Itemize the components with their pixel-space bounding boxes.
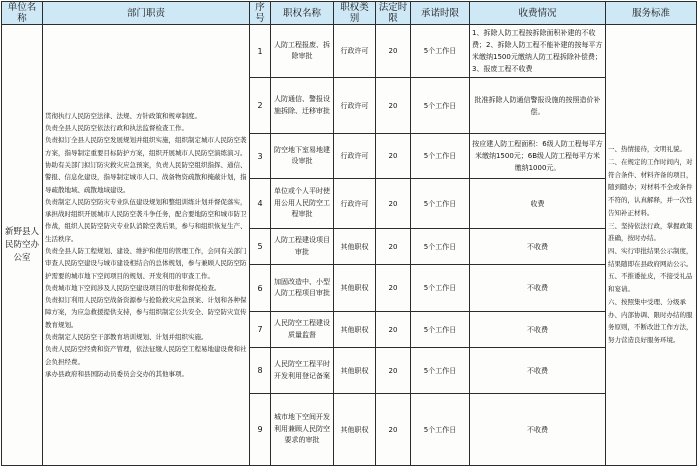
- row-promised-limit: 5个工作日: [411, 394, 470, 466]
- row-legal-limit: 20: [376, 312, 411, 348]
- row-promised-limit: 5个工作日: [411, 265, 470, 312]
- row-power-name: 城市地下空间开发利用兼顾人民防空要求的审批: [271, 394, 334, 466]
- row-promised-limit: 5个工作日: [411, 134, 470, 179]
- row-seq: 6: [250, 265, 271, 312]
- row-legal-limit: 20: [376, 394, 411, 466]
- row-fee: 1、拆除人防工程按拆除面积补建的不收费；2、拆除人防工程不能补建的按每平方米缴纳1500元缴纳人防工程拆除补偿费；3、报废工程不收费: [470, 25, 606, 78]
- row-power-name: 人民防空工程建设质量监督: [271, 312, 334, 348]
- row-seq: 8: [250, 348, 271, 394]
- standard-item: 二、在规定的工作时间内，对符合条件、材料齐备的项目，随到随办；对材料不全或条件不符的，认真解释，并一次性告知补正材料。: [608, 158, 693, 217]
- row-promised-limit: 5个工作日: [411, 78, 470, 134]
- row-category: 行政许可: [334, 78, 376, 134]
- standard-item: 五、不推诿扯皮，不接受礼品和宴请。: [608, 272, 693, 294]
- row-fee: 不收费: [470, 348, 606, 394]
- header-power-name: 职权名称: [271, 2, 334, 25]
- standards-cell: [606, 25, 697, 466]
- row-fee: 按应建人防工程面积：6级人防工程每平方米缴纳1500元；6B级人防工程每平方米缴纳1000元。: [470, 134, 606, 179]
- row-fee: 不收费: [470, 312, 606, 348]
- duty-item: 负责人民防空经费和资产管理，依法征缴人民防空工程易地建设费和社会负担经费。: [45, 345, 247, 366]
- duty-item: 承办县政府和县国防动员委员会交办的其他事项。: [45, 369, 188, 378]
- row-legal-limit: 20: [376, 179, 411, 229]
- row-power-name: 人民防空工程平时开发利用登记备案: [271, 348, 334, 394]
- row-power-name: 人防通信、警报设施拆除、迁移审批: [271, 78, 334, 134]
- row-legal-limit: 20: [376, 348, 411, 394]
- row-fee: 收费: [470, 179, 606, 229]
- row-power-name: 单位或个人平时使用公用人民防空工程审批: [271, 179, 334, 229]
- duty-item: 负责拟订全县人民防空发展规划并组织实施，组织制定城市人民防空袭方案，指导制定重要目标防护方案，组织开展城市人民防空演练演习。协助有关部门拟订防灾救灾应急预案，负责人民防空组织指挥、通信、警报、信息化建设，指导制定城市人口、战备物资疏散和掩蔽计划，指导疏散地域、疏散地域建设。: [45, 136, 247, 194]
- row-seq: 9: [250, 394, 271, 466]
- row-legal-limit: 20: [376, 78, 411, 134]
- row-category: 其他职权: [334, 229, 376, 265]
- row-power-name: 防空地下室易地建设审批: [271, 134, 334, 179]
- header-standard: 服务标准: [606, 2, 697, 25]
- row-fee: 不收费: [470, 265, 606, 312]
- standard-item: 三、坚持依法行政，掌握政策准确，按时办结。: [608, 221, 693, 243]
- duty-item: 贯彻执行人民防空法律、法规、方针政策和规章制度。: [45, 111, 201, 120]
- row-seq: 2: [250, 78, 271, 134]
- row-promised-limit: 5个工作日: [411, 179, 470, 229]
- row-legal-limit: 20: [376, 229, 411, 265]
- duty-item: 负责制定人民防空干部教育培训规划、计划并组织实施。: [45, 333, 208, 342]
- rights-duties-table: [1, 1, 697, 466]
- standard-item: 四、实行审批结果公示制度，结果随即在县政府网站公示。: [608, 247, 693, 268]
- row-promised-limit: 5个工作日: [411, 348, 470, 394]
- row-power-name: 人防工程报废、拆除审批: [271, 25, 334, 78]
- row-category: 其他职权: [334, 394, 376, 466]
- row-promised-limit: 5个工作日: [411, 312, 470, 348]
- standard-item: 六、按照集中受理、分级承办、内部协调、限时办结的服务原则，不断改进工作方法，努力营造良好服务环境。: [608, 297, 693, 344]
- header-category: 职权类别: [334, 2, 376, 25]
- row-fee: 批准拆除人防通信警报设施的按照造价补偿。: [470, 78, 606, 134]
- header-unit: 单位名称: [2, 2, 43, 25]
- row-promised-limit: 5个工作日: [411, 229, 470, 265]
- row-seq: 1: [250, 25, 271, 78]
- row-seq: 4: [250, 179, 271, 229]
- row-power-name: 人防工程建设项目审批: [271, 229, 334, 265]
- row-seq: 3: [250, 134, 271, 179]
- row-legal-limit: 20: [376, 265, 411, 312]
- header-legal-limit: 法定时限: [376, 2, 411, 25]
- row-category: 其他职权: [334, 265, 376, 312]
- duty-item: 负责全县人民防空依法行政和执法监督检查工作。: [45, 124, 188, 133]
- duty-item: 负责全县人防工程规划、建设、维护和使用的管理工作，会同有关部门审查人民防空建设与城市建设相结合的总体规划，参与兼顾人民防空防护需要的城市地下空间项目的规划、开发利用的审查工作。: [45, 247, 247, 280]
- row-legal-limit: 20: [376, 25, 411, 78]
- header-promised-limit: 承诺时限: [411, 2, 470, 25]
- row-power-name: 加固改造中、小型人防工程项目审批: [271, 265, 334, 312]
- row-fee: 不收费: [470, 394, 606, 466]
- duties-cell: [43, 25, 250, 466]
- row-legal-limit: 20: [376, 134, 411, 179]
- row-promised-limit: 5个工作日: [411, 25, 470, 78]
- standard-item: 一、热情接待，文明礼貌。: [608, 145, 686, 154]
- row-category: 其他职权: [334, 348, 376, 394]
- duty-item: 负责城市地下空间涉及人民防空建设项目的审批和督促检查。: [45, 283, 221, 292]
- row-category: 其他职权: [334, 312, 376, 348]
- header-row: [2, 2, 697, 25]
- unit-name: 新野县人民防空办公室: [2, 25, 43, 466]
- header-fee: 收费情况: [470, 2, 606, 25]
- table-row: [2, 25, 697, 78]
- duty-item: 负责拟订利用人民防空战备资源参与抢险救灾应急预案、计划和各种保障方案，为应急救援提供支持，参与组织制定公共安全、防空防灾宣传教育规划。: [45, 296, 247, 329]
- header-seq: 序号: [250, 2, 271, 25]
- row-fee: 不收费: [470, 229, 606, 265]
- header-duties: 部门职责: [43, 2, 250, 25]
- duty-item: 负责制定人民防空防灾专业队伍建设规划和整组训练计划并督促落实，承担战时组织开展城市人民防空袭斗争任务，配合要地防空和城市防卫作战，组织人民防空防灾专业队消除空袭后果，参与和组织恢复生产、生活秩序。: [45, 197, 247, 243]
- row-category: 行政许可: [334, 179, 376, 229]
- row-seq: 5: [250, 229, 271, 265]
- row-category: 行政许可: [334, 25, 376, 78]
- row-category: 行政许可: [334, 134, 376, 179]
- row-seq: 7: [250, 312, 271, 348]
